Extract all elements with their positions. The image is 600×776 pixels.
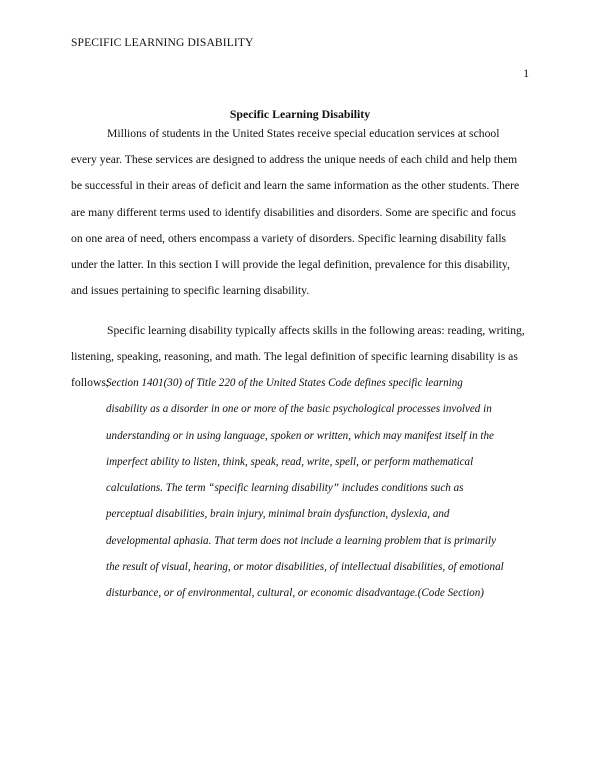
quote-line: calculations. The term “specific learning disability” includes conditions such as: [106, 482, 464, 495]
quote-line: Section 1401(30) of Title 220 of the United States Code defines specific learning: [106, 377, 463, 389]
paragraph-intro: [71, 121, 533, 304]
text-line: and issues pertaining to specific learning disability.: [71, 284, 310, 298]
quote-line: disability as a disorder in one or more of the basic psychological processes involved in: [106, 403, 492, 416]
text-line: every year. These services are designed to address the unique needs of each child and help them: [71, 153, 518, 167]
text-line: Millions of students in the United States receive special education services at school: [107, 127, 500, 140]
page-number: 1: [523, 67, 529, 80]
quote-line: perceptual disabilities, brain injury, minimal brain dysfunction, dyslexia, and: [106, 508, 450, 521]
text-line: follows;: [71, 376, 110, 390]
text-line: be successful in their areas of deficit and learn the same information as the other students. There: [71, 179, 520, 193]
text-line: are many different terms used to identify disabilities and disorders. Some are specific and focus: [71, 205, 516, 219]
quote-line: developmental aphasia. That term does not include a learning problem that is primarily: [106, 534, 496, 547]
text-line: Specific learning disability typically affects skills in the following areas: reading, writing,: [107, 324, 525, 337]
block-quote: [106, 370, 536, 607]
quote-line: disturbance, or of environmental, cultural, or economic disadvantage.(Code Section): [106, 587, 484, 600]
text-line: listening, speaking, reasoning, and math. The legal definition of specific learning disability is as: [71, 350, 518, 364]
document-title: Specific Learning Disability: [229, 107, 371, 121]
running-head: SPECIFIC LEARNING DISABILITY: [71, 36, 254, 49]
quote-line: the result of visual, hearing, or motor disabilities, of intellectual disabilities, of emotional: [106, 561, 504, 574]
text-line: on one area of need, others encompass a variety of disorders. Specific learning disability falls: [71, 231, 507, 245]
quote-line: imperfect ability to listen, think, speak, read, write, spell, or perform mathematical: [106, 455, 474, 468]
text-line: under the latter. In this section I will provide the legal definition, prevalence for this disability,: [71, 258, 510, 272]
quote-line: understanding or in using language, spoken or written, which may manifest itself in the: [106, 429, 494, 442]
